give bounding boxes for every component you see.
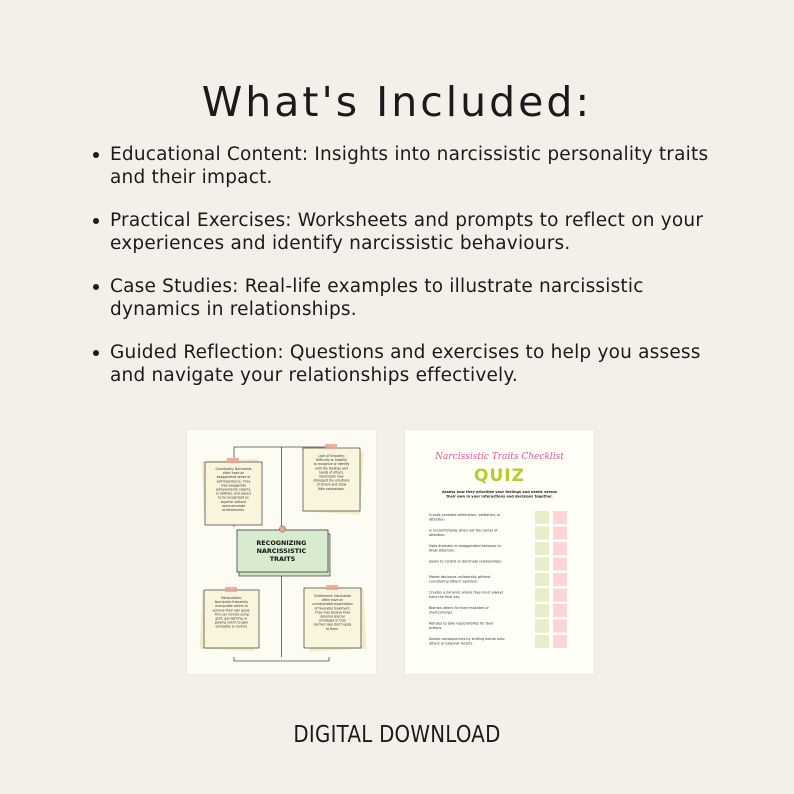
quiz-checklist: [405, 430, 594, 674]
quiz-item-text: Refuses to take responsibility for their actions.: [429, 621, 494, 631]
checkbox-pink[interactable]: [553, 604, 567, 617]
note-grandiosity: [201, 458, 262, 525]
quiz-row: [429, 511, 567, 524]
note-empathy-text: Lack of Empathy: Difficulty or inability to recognize or identify with the feelings and needs of others. Narcissists may disregard the emotions of others and show little compassion.: [313, 454, 350, 491]
checkbox-pink[interactable]: [553, 527, 567, 540]
svg-text:RECOGNIZING NARCISSIST: RECOGNIZING NARCISSISTIC TRAITS: [256, 539, 307, 563]
quiz-row: [429, 589, 567, 602]
quiz-row: [429, 573, 567, 586]
note-grandiosity-text: Grandiosity: Narcissists often have an exaggerated sense of self-importance. They may exaggerate achievements, talents, or abilities, and expect to be recognized as superior without commensurate achievements.: [215, 467, 252, 512]
checkbox-pink[interactable]: [553, 589, 567, 602]
preview-card-traits: [187, 430, 376, 674]
note-entitlement: [304, 585, 367, 651]
checkbox-pink[interactable]: [553, 558, 567, 571]
quiz-item-text: Seeks to control or dominate relationships.: [429, 559, 502, 564]
quiz-row: [429, 604, 567, 617]
quiz-row: [429, 635, 567, 648]
included-item-case-studies: Case Studies: Real-life examples to illustrate narcissistic dynamics in relationships.: [110, 275, 730, 321]
note-manipulation-text: Manipulation: Narcissists frequently manipulate others to achieve their own goals. This can include using guilt, gas-lighting, or playing victim to gain sympathy or control.: [212, 596, 251, 629]
checkbox-pink[interactable]: [553, 511, 567, 524]
included-item-exercises: Practical Exercises: Worksheets and prompts to reflect on your experiences and identify narcissistic behaviours.: [110, 209, 730, 255]
note-entitlement-text: Entitlement: Narcissists often have an unreasonable expectation of favorable treatment. They may believe they deserve special privileges or that normal rules don't apply to them.: [312, 594, 353, 631]
checkbox-pink[interactable]: [553, 573, 567, 586]
checkbox-green[interactable]: [535, 542, 549, 555]
included-list: [110, 143, 730, 407]
checkbox-green[interactable]: [535, 527, 549, 540]
footer-digital-download: DIGITAL DOWNLOAD: [293, 722, 501, 748]
checkbox-green[interactable]: [535, 635, 549, 648]
quiz-item-text: Makes decisions unilaterally without considering others' opinions.: [429, 575, 491, 584]
quiz-rows: [429, 511, 567, 648]
quiz-item-text: Blames others for their mistakes or shortcomings.: [429, 606, 489, 615]
quiz-intro: Assess how they prioritize your feelings and needs versus their own in your interactions and decisions together.: [441, 490, 558, 499]
checkbox-green[interactable]: [535, 558, 549, 571]
included-item-educational: Educational Content: Insights into narcissistic personality traits and their impact.: [110, 143, 730, 189]
checkbox-green[interactable]: [535, 511, 549, 524]
quiz-item-text: Uses dramatic or exaggerated behavior to draw attention.: [429, 544, 501, 553]
quiz-item-text: Is uncomfortable when not the center of attention.: [429, 528, 498, 538]
quiz-row: [429, 620, 567, 633]
page-title: What's Included:: [201, 78, 593, 126]
quiz-row: [429, 542, 567, 555]
checkbox-pink[interactable]: [553, 635, 567, 648]
quiz-label: QUIZ: [474, 466, 525, 486]
preview-card-quiz: [405, 430, 594, 674]
checkbox-green[interactable]: [535, 604, 549, 617]
checkbox-pink[interactable]: [553, 542, 567, 555]
center-title-box: [237, 526, 330, 576]
note-manipulation: [200, 587, 259, 651]
quiz-item-text: Creates a dynamic where they must always have the final say.: [429, 590, 504, 600]
checkbox-green[interactable]: [535, 589, 549, 602]
quiz-item-text: Avoids consequences by shifting blame onto others or external factors.: [429, 637, 505, 646]
note-lack-of-empathy: [303, 444, 364, 514]
traits-mindmap: [187, 430, 376, 674]
quiz-row: [429, 558, 567, 571]
included-item-reflection: Guided Reflection: Questions and exercises to help you assess and navigate your relationships effectively.: [110, 341, 730, 387]
checkbox-pink[interactable]: [553, 620, 567, 633]
checkbox-green[interactable]: [535, 620, 549, 633]
checkbox-green[interactable]: [535, 573, 549, 586]
quiz-item-text: Craves constant admiration, validation, or attention.: [429, 513, 501, 522]
quiz-row: [429, 527, 567, 540]
quiz-script-title: Narcissistic Traits Checklist: [435, 452, 564, 462]
